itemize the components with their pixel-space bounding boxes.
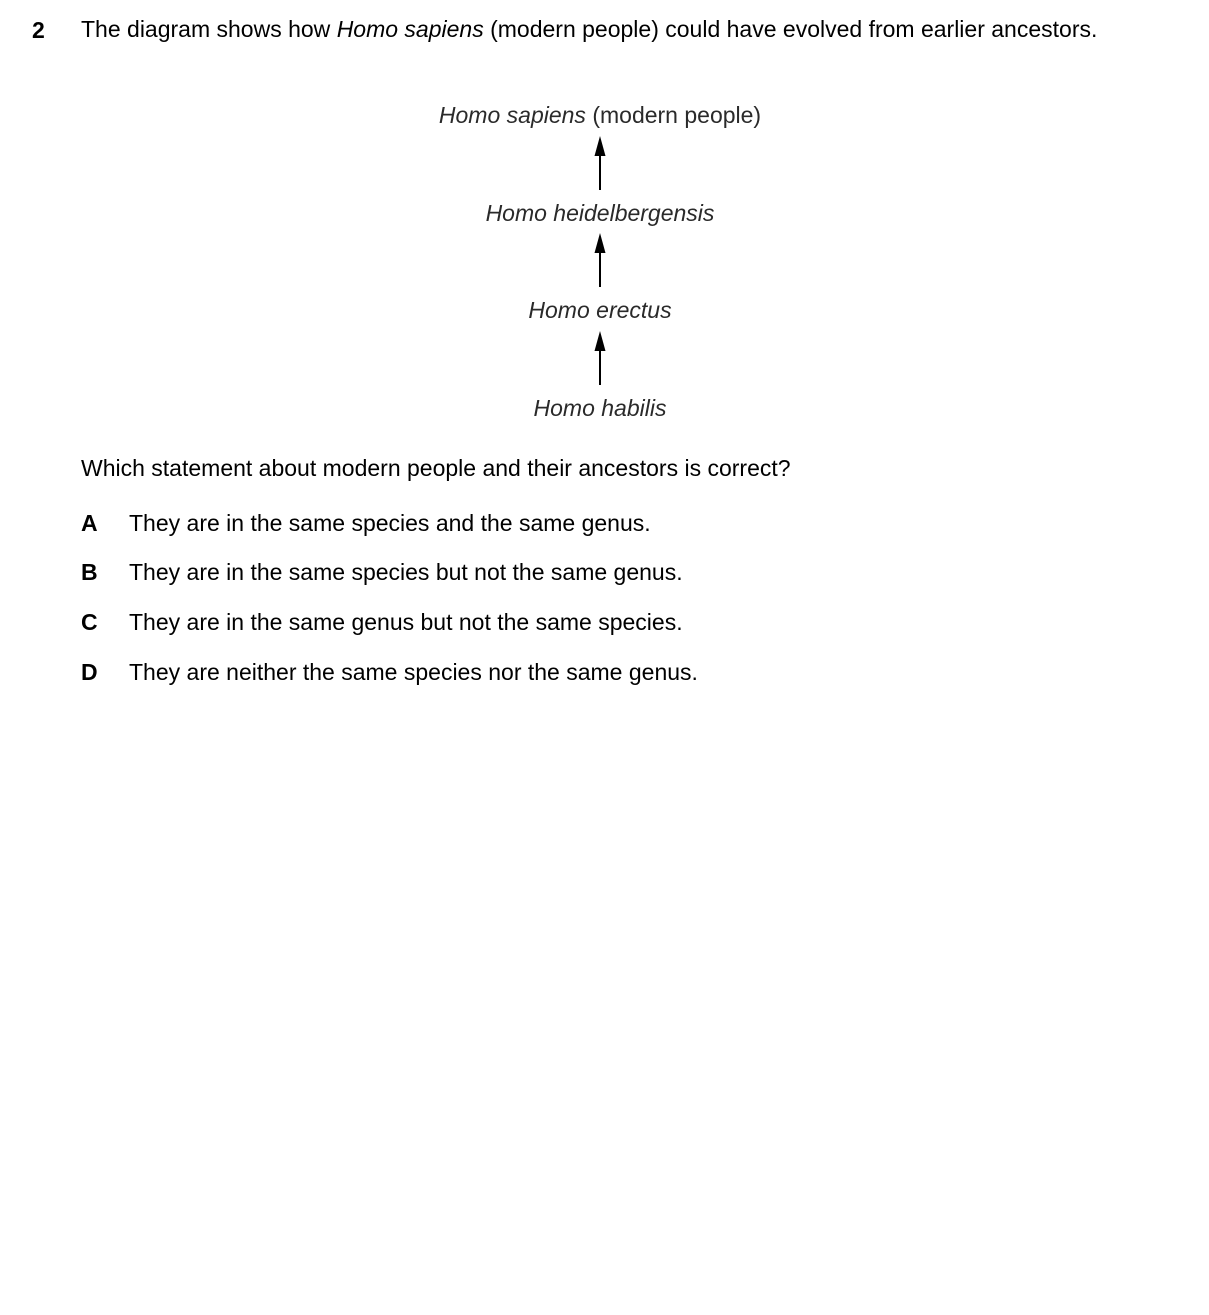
species-homo-habilis-name: Homo habilis [533, 395, 667, 421]
option-text: They are neither the same species nor the same genus. [129, 659, 698, 685]
arrow-up-icon [591, 136, 609, 192]
arrow-up-icon [591, 331, 609, 387]
species-homo-heidelbergensis-name: Homo heidelbergensis [485, 200, 715, 226]
question-stem [81, 14, 1169, 44]
option-letter: A [81, 510, 98, 536]
species-homo-sapiens-name: Homo sapiens [438, 102, 586, 128]
stem-species-name: Homo sapiens [336, 16, 484, 42]
option-text: They are in the same species and the same genus. [129, 510, 651, 536]
stem-text-end: (modern people) could have evolved from earlier ancestors. [483, 16, 1098, 42]
option-letter: C [81, 609, 98, 635]
species-homo-sapiens [0, 100, 1200, 130]
option-text: They are in the same species but not the same genus. [129, 559, 683, 585]
species-homo-habilis [0, 393, 1200, 423]
species-homo-erectus-name: Homo erectus [528, 297, 672, 323]
evolution-diagram [0, 96, 1209, 426]
option-letter: B [81, 559, 98, 585]
species-homo-erectus [0, 295, 1200, 325]
question-number: 2 [32, 17, 45, 43]
option-text: They are in the same genus but not the same species. [129, 609, 683, 635]
arrow-up-icon [591, 233, 609, 289]
stem-text-start: The diagram shows how [81, 16, 337, 42]
species-homo-sapiens-note: (modern people) [585, 102, 762, 128]
question-prompt: Which statement about modern people and their ancestors is correct? [81, 455, 791, 481]
species-homo-heidelbergensis [0, 198, 1200, 228]
option-letter: D [81, 659, 98, 685]
